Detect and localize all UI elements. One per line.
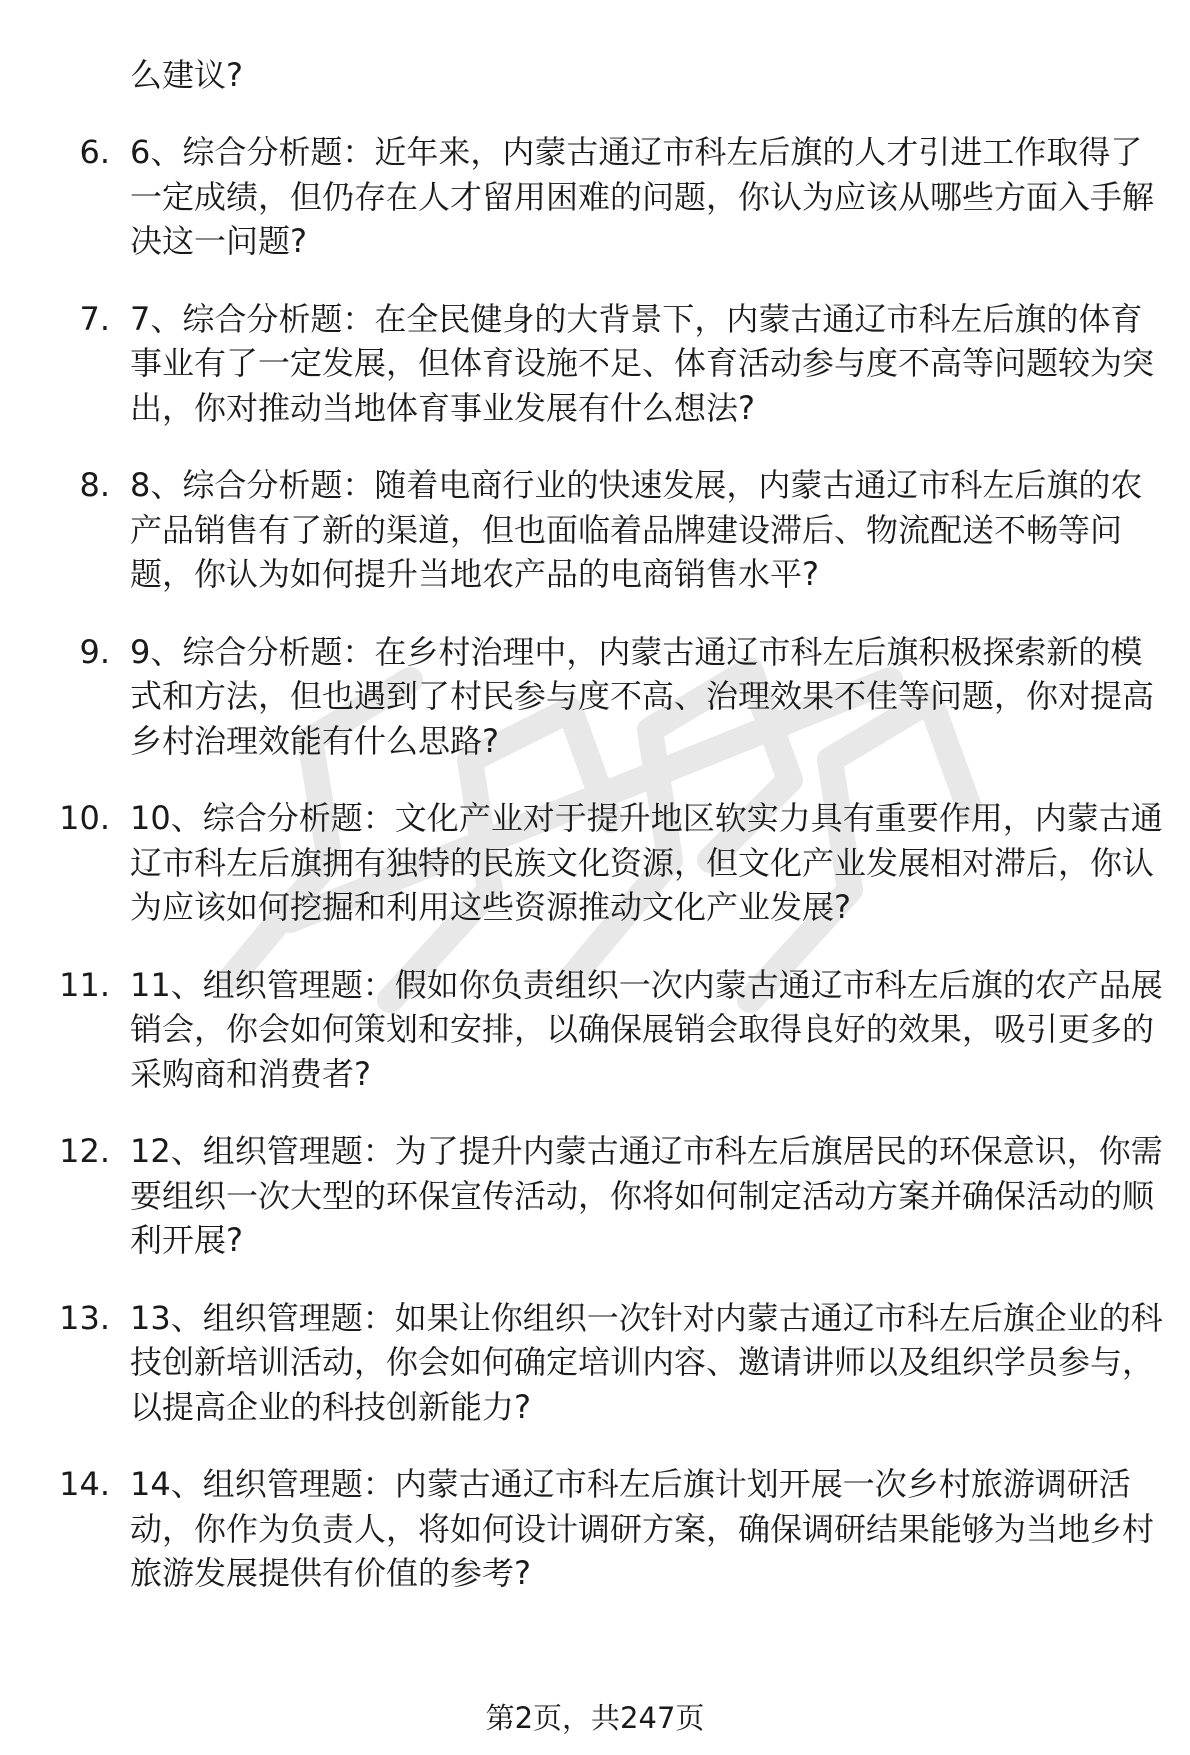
question-number: 11. <box>59 965 110 1004</box>
question-number: 6. <box>79 133 110 171</box>
question-number: 10. <box>59 799 110 837</box>
question-text: 11、组织管理题：假如你负责组织一次内蒙古通辽市科左后旗的农产品展销会，你会如何策划和安排，以确保展销会取得良好的效果，吸引更多的采购商和消费者? <box>130 965 1163 1093</box>
question-text: 9、综合分析题：在乡村治理中，内蒙古通辽市科左后旗积极探索新的模式和方法，但也遇到了村民参与度不高、治理效果不佳等问题，你对提高乡村治理效能有什么思路? <box>130 632 1155 760</box>
list-item <box>0 463 1170 597</box>
list-item <box>0 1129 1170 1263</box>
question-number: 14. <box>59 1465 110 1503</box>
question-number: 9. <box>79 632 110 671</box>
question-text: 10、综合分析题：文化产业对于提升地区软实力具有重要作用，内蒙古通辽市科左后旗拥有独特的民族文化资源，但文化产业发展相对滞后，你认为应该如何挖掘和利用这些资源推动文化产业发展? <box>130 799 1163 926</box>
page-footer: 第2页，共247页 <box>485 1701 705 1735</box>
list-item <box>0 130 1170 264</box>
question-text: 7、综合分析题：在全民健身的大背景下，内蒙古通辽市科左后旗的体育事业有了一定发展，但体育设施不足、体育活动参与度不高等问题较为突出，你对推动当地体育事业发展有什么想法? <box>130 299 1155 427</box>
list-item <box>0 796 1170 930</box>
question-text: 14、组织管理题：内蒙古通辽市科左后旗计划开展一次乡村旅游调研活动，你作为负责人，将如何设计调研方案，确保调研结果能够为当地乡村旅游发展提供有价值的参考? <box>130 1465 1155 1592</box>
list-item <box>0 1296 1170 1430</box>
question-text: 6、综合分析题：近年来，内蒙古通辽市科左后旗的人才引进工作取得了一定成绩，但仍存在人才留用困难的问题，你认为应该从哪些方面入手解决这一问题? <box>130 133 1155 260</box>
question-number: 8. <box>79 466 110 504</box>
list-item <box>0 297 1170 431</box>
list-item <box>0 1462 1170 1596</box>
list-item <box>0 630 1170 764</box>
question-list <box>0 130 1190 1629</box>
question-text: 8、综合分析题：随着电商行业的快速发展，内蒙古通辽市科左后旗的农产品销售有了新的渠道，但也面临着品牌建设滞后、物流配送不畅等问题，你认为如何提升当地农产品的电商销售水平? <box>130 466 1143 593</box>
continuation-text: 么建议? <box>130 56 243 94</box>
question-number: 7. <box>79 299 110 338</box>
list-item <box>0 963 1170 1097</box>
question-text: 12、组织管理题：为了提升内蒙古通辽市科左后旗居民的环保意识，你需要组织一次大型的环保宣传活动，你将如何制定活动方案并确保活动的顺利开展? <box>130 1132 1163 1259</box>
question-number: 13. <box>59 1298 110 1337</box>
question-number: 12. <box>59 1132 110 1170</box>
question-text: 13、组织管理题：如果让你组织一次针对内蒙古通辽市科左后旗企业的科技创新培训活动，你会如何确定培训内容、邀请讲师以及组织学员参与，以提高企业的科技创新能力? <box>130 1298 1163 1426</box>
